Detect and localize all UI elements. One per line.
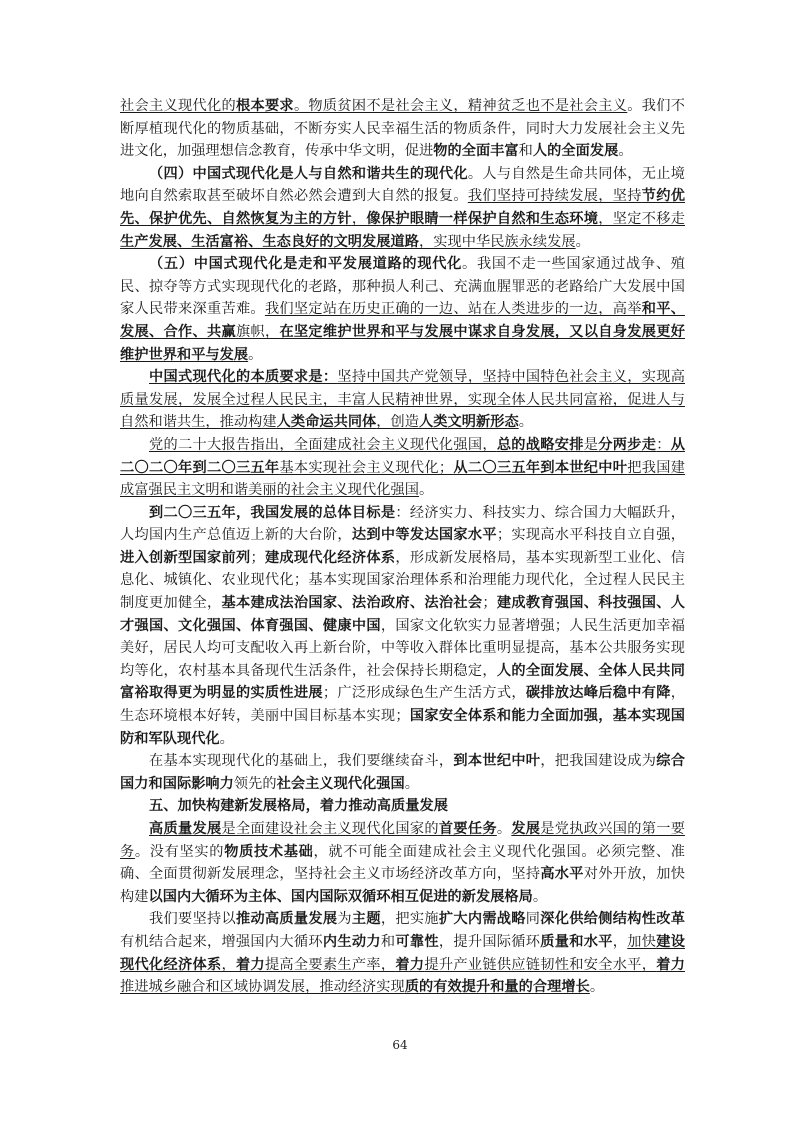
bold-underlined-text-segment: 生产发展、生活富裕、生态良好的文明发展道路 [120,233,419,250]
underlined-text-segment: 我们坚持可持续发展，坚持 [467,188,642,205]
text-segment: ；实现高水平科技自立自强， [496,527,685,544]
paragraph [120,818,685,908]
text-segment: 。我们不断厚植现代化的物质基础，不断夯实人民幸福生活的物质条件，同时大力发展社会主义先进文化，加强理想信念教育，传承中华文明，促进 [120,98,686,160]
text-segment: 我们要坚持以 [149,911,236,928]
bold-underlined-text-segment: 分两步走 [598,436,657,453]
bold-text-segment: 主题 [351,911,381,928]
bold-text-segment: （四）中国式现代化是人与自然和谐共生的现代化 [149,165,468,182]
bold-text-segment: （五）中国式现代化是走和平发展道路的现代化 [149,256,463,273]
bold-underlined-text-segment: 从二〇三五年到本世纪中叶 [453,459,628,476]
text-segment: 。 [219,730,234,747]
underlined-text-segment: 把我国建成富强民主文明和谐美丽的社会主义现代化强国 [120,459,685,499]
bold-text-segment: 五、加快构建新发展格局，着力推动高质量发展 [149,798,448,815]
paragraph [120,163,685,253]
bold-underlined-text-segment: 根本要求 [235,98,294,114]
text-segment: 。没有坚实的 [134,843,225,860]
underlined-text-segment: 我们坚定站在历史正确的一边、站在人类进步的一边，高举 [264,301,642,318]
bold-text-segment: 基本建成法治国家、法治政府、法治社会 [221,595,483,612]
text-segment: 。人与自然是生命共同体，无止境地向自然索取甚至破坏自然必然会遭到大自然的报复。 [120,165,685,205]
section-heading [120,795,685,818]
bold-underlined-text-segment: 着力 [656,956,685,973]
bold-underlined-text-segment: 像保护眼睛一样保护自然和生态环境 [366,210,599,227]
bold-underlined-text-segment: 节约优先、保护优先、自然恢复为主的方针 [120,188,685,227]
page-number: 64 [392,1038,408,1052]
text-segment: ，把实施 [380,911,439,928]
text-segment: ， [612,933,628,950]
text-segment: 同 [525,911,541,928]
bold-text-segment: 建成教育强国、科技强国、人才强国、文化强国、体育强国、健康中国 [120,595,685,634]
bold-text-segment: 推动高质量发展 [235,911,338,928]
text-segment: 。 [589,979,605,996]
paragraph [120,95,685,163]
text-segment: 。我国不走一些国家通过战争、殖民、掠夺等方式实现现代化的老路，那种损人利己、充满血腥罪恶的老路给广大发展中国家人民带来深重苦难。 [120,256,685,318]
bold-underlined-text-segment: 首要任务 [438,821,497,837]
text-segment: ：经济实力、科技实力、综合国力大幅跃升，人均国内生产总值迈上新的大台阶， [120,504,685,544]
bold-text-segment: 以国内大循环为主体、国内国际双循环相互促进的 [148,888,462,905]
bold-underlined-text-segment: 和平、发展、合作、共赢 [120,301,685,340]
text-segment: 。 [496,821,512,837]
bold-text-segment: 建成现代化经济体系 [264,549,396,566]
underlined-text-segment: 是党执政兴国的第一要务 [120,821,685,860]
text-segment: 领先的 [233,775,277,792]
bold-underlined-text-segment: 建设现代化经济体系 [120,933,685,973]
underlined-text-segment: ， [351,210,367,227]
bold-text-segment: 综合国力和国际影响力 [120,753,685,792]
text-segment: 。 [518,414,533,431]
bold-underlined-text-segment: 总的战略安排 [496,436,584,453]
bold-underlined-text-segment: 高质量发展 [149,821,222,837]
text-segment: ，生态环境根本好转，美丽中国目标基本实现； [120,685,685,725]
bold-text-segment: 国家安全体系和能力全面加强，基本实现国防和军队现代化 [120,708,685,747]
bold-text-segment: 质量和水平 [540,933,613,950]
underlined-text-segment: 提高全要素生产率， [264,956,396,973]
underlined-text-segment: 坚持中国共产党领导，坚持中国特色社会主义，实现高质量发展，发展全过程人民民主，丰富人民精神世界，实现全体人民共同富裕，促进人与自然和谐共生，推动构建 [120,369,686,431]
bold-text-segment: 社会主义现代化强国 [276,775,405,792]
underlined-text-segment: ，坚定不移走 [598,210,685,227]
text-segment: 对外开放，加快构建 [120,866,685,905]
text-segment: ；广泛形成绿色生产生活方式， [322,685,526,702]
text-segment: 和 [518,143,533,160]
text-segment: 在基本实现现代化的基础上，我们要继续奋斗， [149,753,454,770]
text-segment: 和 [380,933,396,950]
text-segment: ，形成新发展格局，基本实现新型工业化、信息化、城镇化、农业现代化；基本实现国家治理体系和治理能力现代化，全过程人民民主制度更加健全， [120,549,685,612]
paragraph [120,434,685,502]
underlined-text-segment: ，创造 [376,414,420,431]
underlined-text-segment: 是全面建设社会主义现代化国家的 [221,821,439,837]
text-segment: 。 [618,143,633,160]
underlined-text-segment: 基本实现社会主义现代化； [279,459,454,476]
text-segment: 。 [575,233,590,250]
text-segment: ； [482,595,497,612]
paragraph [120,750,685,795]
text-segment: ，就不可能全面建成社会主义现代化强国。必须完整、准确、全面贯彻新发展理念，坚持社会主义市场经济改革方向，坚持 [120,843,685,883]
underlined-text-segment: 社会主义现代化的 [120,98,236,114]
bold-text-segment: 到二〇三五年，我国发展的总体目标是 [149,504,396,521]
text-segment: ，把我国建设成为 [540,753,657,770]
bold-underlined-text-segment: 从二〇二〇年到二〇三五年 [120,436,685,476]
bold-text-segment: 高水平 [540,866,584,883]
bold-underlined-text-segment: 人类命运共同体 [276,414,377,431]
bold-underlined-text-segment: 着力 [395,956,425,973]
bold-text-segment: 人的全面发展、全体人民共同富裕取得更为明显的实质性进展 [120,662,685,702]
bold-underlined-text-segment: 人类文明新形态 [419,414,519,431]
paragraph [120,502,685,751]
text-segment: 。 [248,346,263,363]
text-segment: 为 [337,911,352,928]
underlined-text-segment: 加快 [627,933,657,950]
text-segment: 。 [532,888,548,905]
underlined-text-segment: ： [656,436,671,453]
text-segment: ，国家文化软实力显著增强；人民生活更加幸福美好，居民人均可支配收入再上新台阶，中等收入群体比重明显提高，基本公共服务实现均等化，农村基本具备现代生活条件，社会保持长期稳定， [120,617,685,679]
text-segment: 。 [419,482,434,499]
text-segment: ； [250,549,265,566]
bold-underlined-text-segment: 在坚定维护世界和平与发展中谋求自身发展，又以自身发展更好维护世界和平与发展 [120,323,685,363]
underlined-text-segment: 是 [583,436,599,453]
text-segment: 有机结合起来，增强国内大循环 [120,933,323,950]
bold-text-segment: 内生动力 [322,933,381,950]
text-segment: 。 [404,775,420,792]
bold-text-segment: 新发展格局 [461,888,533,905]
bold-text-segment: 深化供给侧结构性改革 [540,911,685,928]
paragraph [120,366,685,434]
bold-text-segment: 扩大内需战略 [438,911,526,928]
underlined-text-segment: ，实现中华民族永续发展 [419,233,576,250]
bold-text-segment: 达到中等发达国家水平 [351,527,497,544]
bold-text-segment: 可靠性 [395,933,439,950]
document-page [120,95,685,999]
bold-text-segment: 碳排放达峰后稳中有降 [525,685,671,702]
underlined-text-segment: ， [221,956,236,973]
bold-underlined-text-segment: 着力 [235,956,265,973]
underlined-text-segment: 党的二十大报告指出，全面建成社会主义现代化强国， [149,436,497,453]
paragraph [120,908,685,998]
bold-text-segment: 物质技术基础 [224,843,314,860]
underlined-text-segment: 。物质贫困不是社会主义，精神贫乏也不是社会主义 [293,98,628,114]
underlined-text-segment: 旗帜， [235,323,280,340]
underlined-text-segment: 提升产业链供应链韧性和安全水平， [424,956,657,973]
paragraph [120,253,685,366]
bold-text-segment: 物的全面丰富 [433,143,519,160]
bold-text-segment: 进入创新型国家前列 [120,549,251,566]
bold-underlined-text-segment: 发展 [511,821,541,837]
bold-underlined-text-segment: 中国式现代化的本质要求是： [149,369,338,386]
text-segment: ，提升国际循环 [438,933,541,950]
bold-underlined-text-segment: 质的有效提升和量的合理增长 [404,979,590,996]
bold-text-segment: 到本世纪中叶 [453,753,541,770]
bold-text-segment: 人的全面发展 [532,143,619,160]
underlined-text-segment: 推进城乡融合和区域协调发展，推动经济实现 [120,979,405,996]
